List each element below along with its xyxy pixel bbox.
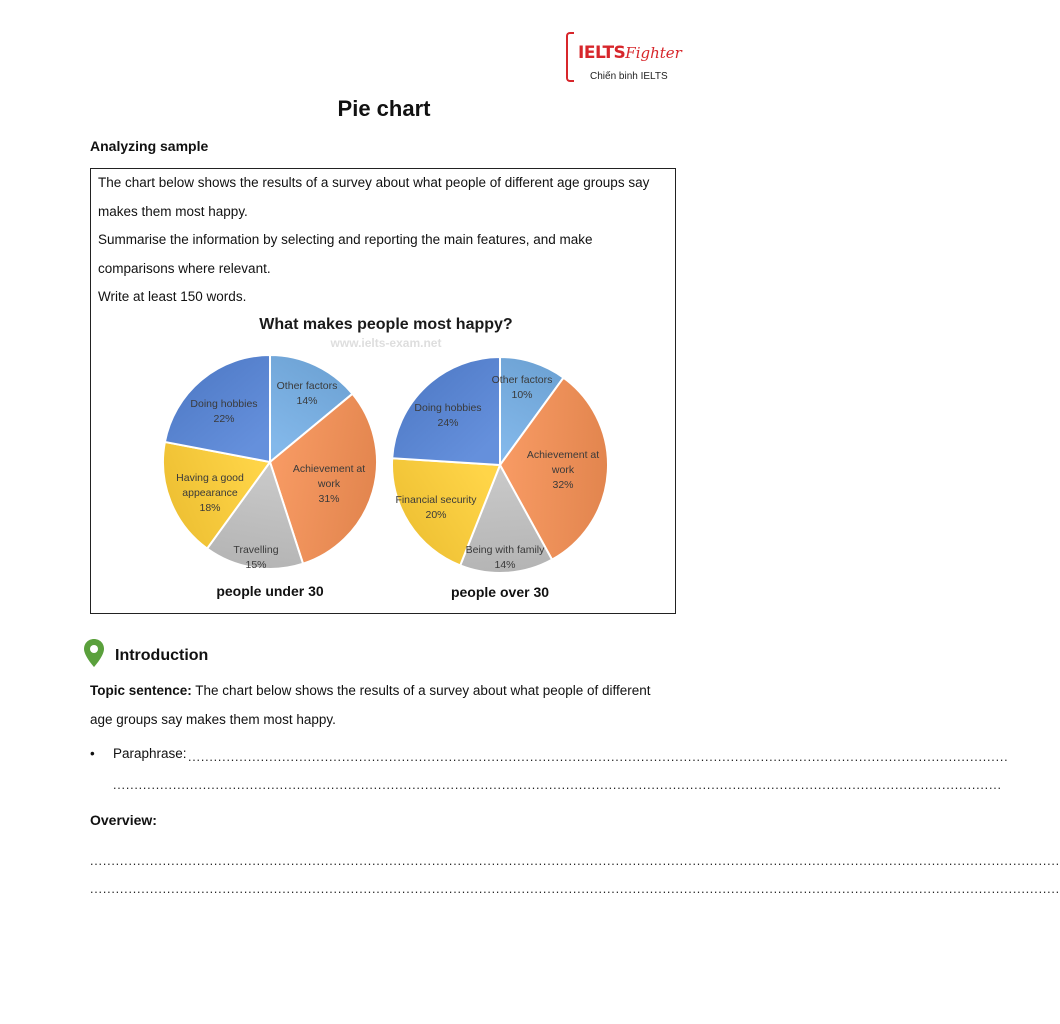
logo-bracket	[566, 32, 574, 82]
paraphrase-answer-line-1[interactable]: ................................................................................................................................................................................................	[188, 750, 1009, 764]
pie-people-over-30	[392, 357, 608, 600]
task-prompt	[98, 169, 668, 312]
slice-label-financial-security: Financial security 20%	[395, 494, 477, 521]
location-pin-icon	[83, 638, 105, 668]
topic-line-1	[90, 676, 680, 705]
slice-label-doing-hobbies: Doing hobbies 22%	[190, 398, 258, 425]
logo-tagline: Chiến binh IELTS	[590, 71, 668, 82]
topic-line-2: age groups say makes them most happy.	[90, 712, 336, 727]
slice-label-doing-hobbies: Doing hobbies 24%	[414, 402, 482, 429]
pie-chart-figure	[90, 304, 676, 610]
bullet-icon: •	[90, 746, 95, 761]
slice-label-travelling: Travelling 15%	[233, 544, 279, 571]
pie-subtitle-people-over-30: people over 30	[450, 584, 550, 600]
task-line-4: comparisons where relevant.	[98, 260, 271, 276]
task-line-2: makes them most happy.	[98, 203, 248, 219]
logo-wordmark	[578, 43, 682, 63]
paraphrase-answer-line-2[interactable]: ................................................................................................................................................................................................................	[113, 778, 1002, 792]
chart-watermark: www.ielts-exam.net	[330, 336, 442, 350]
logo-fighter-text: Fighter	[625, 44, 682, 62]
paraphrase-label: Paraphrase:	[113, 746, 187, 761]
overview-answer-line-1[interactable]: ...................................................................................................................................................................................................................................	[90, 854, 1060, 868]
slice-label-achievement-at-work: Achievement at work 32%	[526, 449, 600, 491]
chart-title: What makes people most happy?	[259, 316, 513, 333]
introduction-heading: Introduction	[115, 647, 209, 664]
task-line-3: Summarise the information by selecting and reporting the main features, and make	[98, 232, 593, 247]
topic-label: Topic sentence:	[90, 683, 192, 698]
task-line-5: Write at least 150 words.	[98, 289, 247, 304]
analyzing-heading: Analyzing sample	[90, 138, 209, 154]
slice-label-other-factors: Other factors 14%	[276, 380, 338, 407]
brand-logo	[566, 30, 686, 86]
topic-sentence	[90, 676, 680, 734]
overview-answer-line-2[interactable]: ...................................................................................................................................................................................................................................	[90, 882, 1060, 896]
pie-people-under-30	[163, 355, 377, 599]
overview-heading: Overview:	[90, 812, 157, 828]
slice-label-having-a-good-appearance: Having a good appearance 18%	[176, 472, 244, 514]
topic-text-1: The chart below shows the results of a survey about what people of different	[195, 683, 651, 698]
slice-label-other-factors: Other factors 10%	[491, 374, 553, 401]
slice-label-being-with-family: Being with family 14%	[465, 544, 545, 571]
slice-label-achievement-at-work: Achievement at work 31%	[292, 463, 366, 505]
pie-subtitle-people-under-30: people under 30	[216, 583, 324, 599]
page-title: Pie chart	[337, 96, 431, 121]
task-line-1: The chart below shows the results of a survey about what people of different age groups say	[98, 175, 650, 190]
logo-ielts-text: IELTS	[578, 43, 626, 63]
